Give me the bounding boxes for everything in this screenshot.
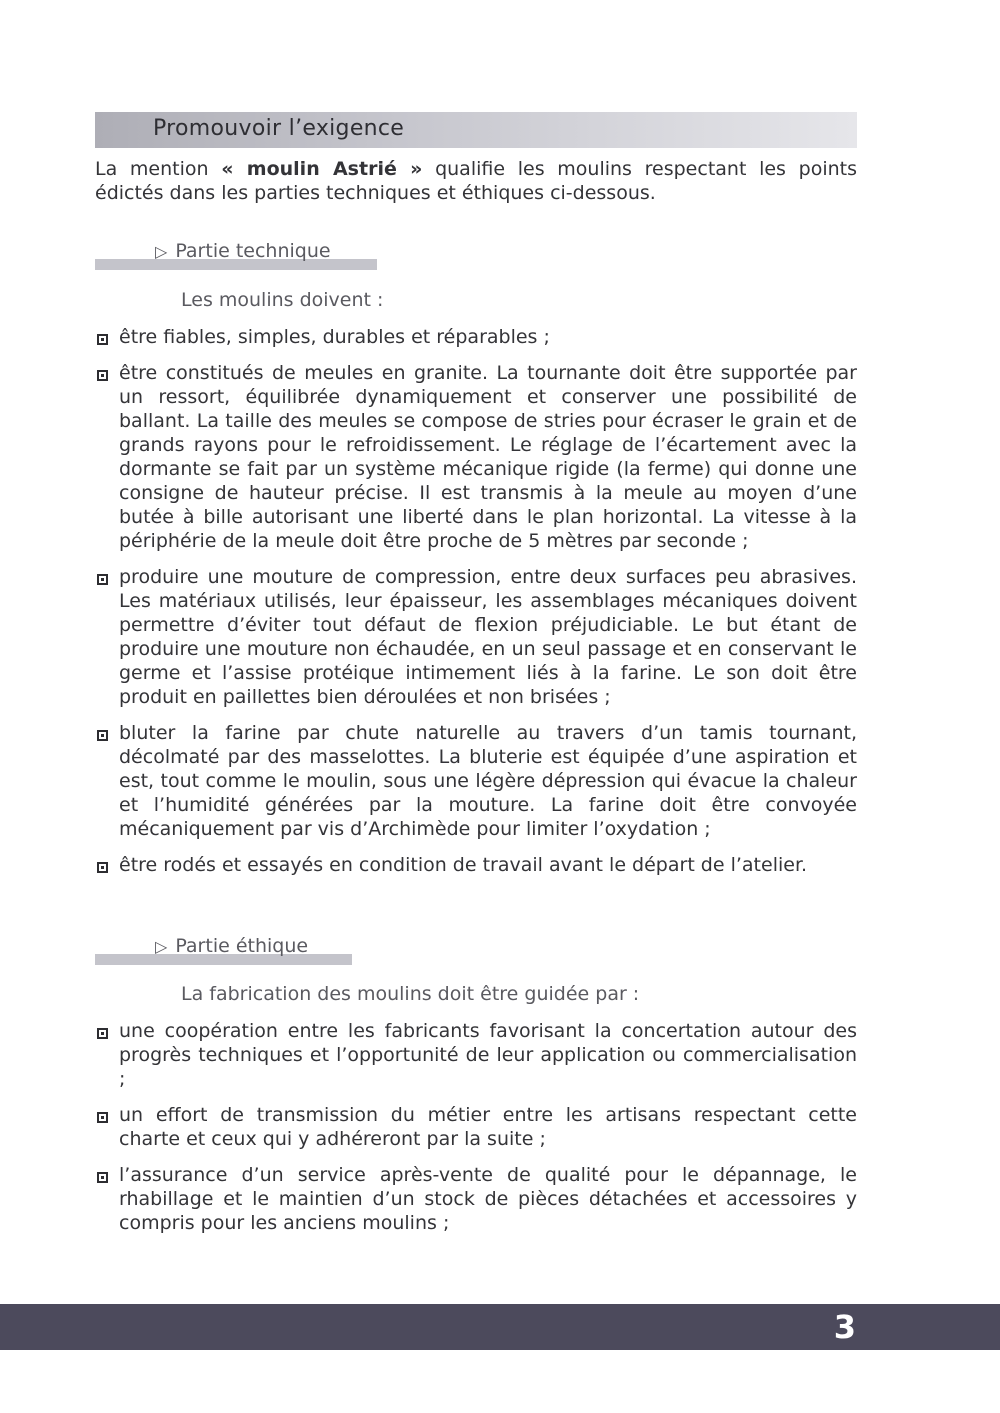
section-heading-technique: [95, 240, 377, 270]
square-bullet-icon: [97, 862, 108, 873]
section-heading-ethique: [95, 935, 352, 965]
page-footer-bar: [0, 1304, 1000, 1350]
list-item-text: l’assurance d’un service après-vente de qualité pour le dépannage, le rhabillage et le maintien d’un stock de pièces détachées et accessoires y compris pour les anciens moulins ;: [119, 1164, 857, 1234]
square-bullet-icon: [97, 574, 108, 585]
ethique-list: [95, 1019, 857, 1247]
triangle-right-icon: ▷: [155, 937, 168, 956]
section-lead-text: Les moulins doivent :: [181, 289, 384, 311]
square-bullet-icon: [97, 730, 108, 741]
list-item-text: être rodés et essayés en condition de travail avant le départ de l’atelier.: [119, 854, 808, 876]
list-item-text: être constitués de meules en granite. La tournante doit être supportée par un ressort, équilibrée dynamiquement et conserver une possibilité de ballant. La taille des meules se compose de stries pour écraser le grain et de grands rayons pour le refroidissement. Le réglage de l’écartement avec la dormante se fait par un système mécanique rigide (la ferme) qui donne une consigne de hauteur précise. Il est transmis à la meule au moyen d’une butée à bille autorisant une liberté dans le plan horizontal. La vitesse à la périphérie de la meule doit être proche de 5 mètres par seconde ;: [119, 362, 857, 552]
square-bullet-icon: [97, 1172, 108, 1183]
intro-text-start: La mention: [95, 158, 222, 180]
section-heading-label: Partie éthique: [175, 935, 309, 957]
intro-text-end: qualifie les moulins respectant les points édictés dans les parties techniques et éthiques ci-dessous.: [95, 158, 858, 204]
square-bullet-icon: [97, 370, 108, 381]
list-item-text: un effort de transmission du métier entre les artisans respectant cette charte et ceux qui y adhéreront par la suite ;: [119, 1104, 857, 1150]
list-item: [95, 1163, 857, 1235]
list-item-text: être fiables, simples, durables et réparables ;: [119, 326, 550, 348]
page-title: Promouvoir l’exigence: [153, 116, 405, 141]
section-lead-text: La fabrication des moulins doit être guidée par :: [181, 983, 640, 1005]
intro-paragraph: [95, 157, 857, 205]
square-bullet-icon: [97, 334, 108, 345]
section-heading-label: Partie technique: [175, 240, 331, 262]
section-title-bar: [95, 112, 857, 148]
intro-bold-term: « moulin Astrié »: [221, 158, 423, 180]
list-item: [95, 1103, 857, 1151]
list-item: [95, 721, 857, 841]
list-item-text: bluter la farine par chute naturelle au travers d’un tamis tournant, décolmaté par des masselottes. La bluterie est équipée d’une aspiration et est, tout comme le moulin, sous une légère dépression qui évacue la chaleur et l’humidité générées par la mouture. La farine doit être convoyée mécaniquement par vis d’Archimède pour limiter l’oxydation ;: [119, 722, 857, 840]
page-number: 3: [833, 1308, 856, 1346]
list-item-text: produire une mouture de compression, entre deux surfaces peu abrasives. Les matériaux utilisés, leur épaisseur, les assemblages mécaniques doivent permettre d’éviter tout défaut de flexion préjudiciable. Le but étant de produire une mouture non échaudée, en un seul passage et en conservant le germe et l’assise protéique intimement liés à la farine. Le son doit être produit en paillettes bien déroulées et non brisées ;: [119, 566, 857, 708]
square-bullet-icon: [97, 1112, 108, 1123]
list-item-text: une coopération entre les fabricants favorisant la concertation autour des progrès techniques et l’opportunité de leur application ou commercialisation ;: [119, 1020, 857, 1090]
triangle-right-icon: ▷: [155, 242, 168, 261]
square-bullet-icon: [97, 1028, 108, 1039]
list-item: [95, 853, 857, 877]
list-item: [95, 565, 857, 709]
list-item: [95, 1019, 857, 1091]
list-item: [95, 361, 857, 553]
list-item: [95, 325, 857, 349]
technique-list: [95, 325, 857, 889]
